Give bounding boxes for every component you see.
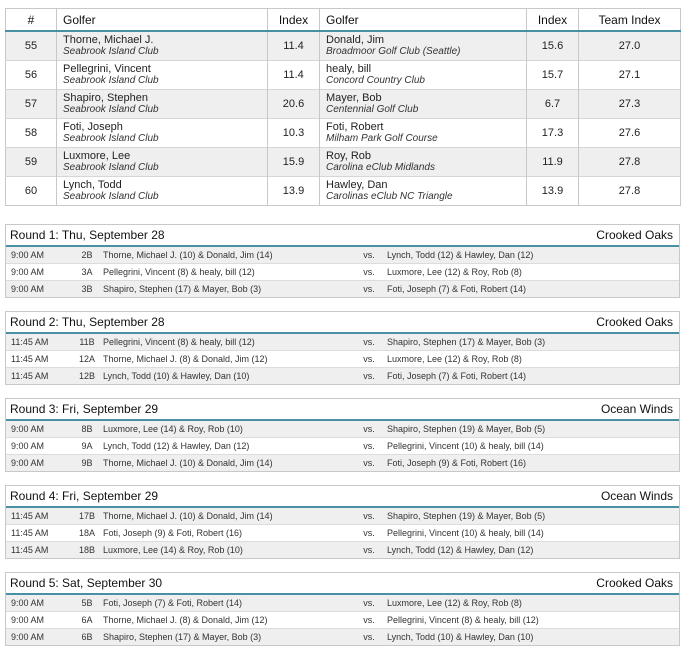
team-index: 27.1	[579, 61, 681, 90]
round-course: Crooked Oaks	[596, 315, 673, 329]
round-title: Round 2: Thu, September 28	[10, 315, 165, 329]
round-matches	[6, 334, 679, 384]
match-hole: 8B	[81, 424, 93, 434]
golfer-1-name: Pellegrini, Vincent	[63, 63, 151, 75]
match-team-b: Shapiro, Stephen (19) & Mayer, Bob (5)	[387, 511, 546, 521]
match-hole: 12A	[78, 354, 95, 364]
match-time: 9:00 AM	[11, 250, 45, 260]
team-number: 59	[6, 148, 57, 177]
match-row	[6, 454, 679, 471]
match-team-b: Lynch, Todd (12) & Hawley, Dan (12)	[387, 545, 534, 555]
golfer-1-name: Luxmore, Lee	[63, 150, 131, 162]
golfer-1-club: Seabrook Island Club	[63, 46, 159, 57]
golfer-2-name: Hawley, Dan	[326, 179, 388, 191]
match-hole: 3B	[81, 284, 93, 294]
golfer-1-index: 11.4	[268, 31, 320, 61]
team-number: 55	[6, 31, 57, 61]
golfer-1-club: Seabrook Island Club	[63, 133, 159, 144]
match-team-a: Thorne, Michael J. (8) & Donald, Jim (12)	[103, 354, 268, 364]
golfer-2-cell	[320, 177, 527, 206]
match-row	[6, 280, 679, 297]
match-team-b: Lynch, Todd (10) & Hawley, Dan (10)	[387, 632, 534, 642]
match-team-a: Thorne, Michael J. (10) & Donald, Jim (14)	[103, 250, 273, 260]
team-index: 27.0	[579, 31, 681, 61]
round-section	[5, 485, 680, 559]
match-hole: 17B	[78, 511, 95, 521]
golfer-2-name: Donald, Jim	[326, 34, 385, 46]
match-team-a: Thorne, Michael J. (10) & Donald, Jim (14)	[103, 511, 273, 521]
golfer-2-club: Milham Park Golf Course	[326, 133, 438, 144]
match-team-a: Pellegrini, Vincent (8) & healy, bill (12)	[103, 337, 255, 347]
match-team-b: Luxmore, Lee (12) & Roy, Rob (8)	[387, 598, 522, 608]
match-vs: vs.	[363, 424, 375, 434]
match-row	[6, 628, 679, 645]
match-team-b: Pellegrini, Vincent (8) & healy, bill (12)	[387, 615, 539, 625]
match-time: 11:45 AM	[11, 354, 49, 364]
match-row	[6, 350, 679, 367]
golfer-1-index: 11.4	[268, 61, 320, 90]
match-time: 11:45 AM	[11, 337, 49, 347]
golfer-1-cell	[57, 61, 268, 90]
golfer-1-cell	[57, 177, 268, 206]
match-team-b: Foti, Joseph (7) & Foti, Robert (14)	[387, 284, 527, 294]
team-index: 27.3	[579, 90, 681, 119]
round-matches	[6, 421, 679, 471]
golfer-1-cell	[57, 90, 268, 119]
match-time: 11:45 AM	[11, 511, 49, 521]
golfer-2-club: Carolina eClub Midlands	[326, 162, 435, 173]
round-title: Round 5: Sat, September 30	[10, 576, 163, 590]
golfer-1-index: 13.9	[268, 177, 320, 206]
golfer-2-index: 11.9	[527, 148, 579, 177]
match-time: 9:00 AM	[11, 424, 45, 434]
golfer-2-index: 15.7	[527, 61, 579, 90]
match-hole: 5B	[81, 598, 93, 608]
golfer-2-name: healy, bill	[326, 63, 372, 75]
golfer-1-name: Shapiro, Stephen	[63, 92, 149, 104]
match-hole: 6A	[81, 615, 93, 625]
match-time: 9:00 AM	[11, 284, 45, 294]
round-section	[5, 398, 680, 472]
match-team-a: Pellegrini, Vincent (8) & healy, bill (12)	[103, 267, 255, 277]
team-row	[6, 61, 681, 90]
golfer-1-cell	[57, 148, 268, 177]
round-course: Ocean Winds	[600, 402, 673, 416]
team-row	[6, 31, 681, 61]
match-hole: 18B	[78, 545, 95, 555]
match-team-b: Pellegrini, Vincent (10) & healy, bill (14)	[387, 528, 544, 538]
golfer-1-index: 10.3	[268, 119, 320, 148]
golfer-2-cell	[320, 90, 527, 119]
header-golfer-2: Golfer	[320, 9, 527, 32]
match-row	[6, 367, 679, 384]
match-time: 9:00 AM	[11, 267, 45, 277]
match-vs: vs.	[363, 598, 375, 608]
header-team-index: Team Index	[579, 9, 681, 32]
match-vs: vs.	[363, 354, 375, 364]
rounds-list	[5, 224, 680, 646]
team-row	[6, 90, 681, 119]
golfer-2-index: 6.7	[527, 90, 579, 119]
golfer-1-name: Thorne, Michael J.	[63, 34, 154, 46]
golfer-2-name: Foti, Robert	[326, 121, 384, 133]
match-vs: vs.	[363, 337, 375, 347]
match-team-a: Foti, Joseph (7) & Foti, Robert (14)	[103, 598, 243, 608]
round-course: Crooked Oaks	[596, 228, 673, 242]
match-hole: 18A	[78, 528, 95, 538]
match-team-a: Thorne, Michael J. (10) & Donald, Jim (14)	[103, 458, 273, 468]
team-number: 58	[6, 119, 57, 148]
match-team-a: Lynch, Todd (12) & Hawley, Dan (12)	[103, 441, 250, 451]
round-title: Round 3: Fri, September 29	[10, 402, 159, 416]
golfer-1-name: Foti, Joseph	[63, 121, 123, 133]
golfer-2-cell	[320, 31, 527, 61]
teams-table	[5, 8, 681, 206]
match-hole: 9A	[81, 441, 93, 451]
match-time: 9:00 AM	[11, 632, 45, 642]
round-matches	[6, 595, 679, 645]
golfer-2-index: 15.6	[527, 31, 579, 61]
match-time: 9:00 AM	[11, 615, 45, 625]
match-team-b: Shapiro, Stephen (17) & Mayer, Bob (3)	[387, 337, 546, 347]
golfer-1-name: Lynch, Todd	[63, 179, 122, 191]
team-index: 27.6	[579, 119, 681, 148]
golfer-2-name: Mayer, Bob	[326, 92, 382, 104]
match-team-a: Shapiro, Stephen (17) & Mayer, Bob (3)	[103, 284, 262, 294]
round-section	[5, 224, 680, 298]
match-time: 9:00 AM	[11, 458, 45, 468]
match-time: 11:45 AM	[11, 528, 49, 538]
header-number: #	[6, 9, 57, 32]
match-vs: vs.	[363, 545, 375, 555]
round-header	[6, 573, 679, 595]
match-row	[6, 437, 679, 454]
team-index: 27.8	[579, 148, 681, 177]
match-team-b: Foti, Joseph (7) & Foti, Robert (14)	[387, 371, 527, 381]
match-row	[6, 334, 679, 350]
round-title: Round 1: Thu, September 28	[10, 228, 165, 242]
match-team-b: Luxmore, Lee (12) & Roy, Rob (8)	[387, 267, 522, 277]
header-index-2: Index	[527, 9, 579, 32]
match-hole: 3A	[81, 267, 93, 277]
round-header	[6, 399, 679, 421]
team-index: 27.8	[579, 177, 681, 206]
page	[5, 8, 680, 646]
golfer-1-club: Seabrook Island Club	[63, 75, 159, 86]
match-team-b: Lynch, Todd (12) & Hawley, Dan (12)	[387, 250, 534, 260]
golfer-2-cell	[320, 61, 527, 90]
round-header	[6, 225, 679, 247]
match-row	[6, 611, 679, 628]
golfer-2-club: Carolinas eClub NC Triangle	[326, 191, 453, 202]
match-hole: 9B	[81, 458, 93, 468]
match-vs: vs.	[363, 511, 375, 521]
match-vs: vs.	[363, 267, 375, 277]
match-team-a: Thorne, Michael J. (8) & Donald, Jim (12)	[103, 615, 268, 625]
match-hole: 2B	[81, 250, 93, 260]
golfer-2-name: Roy, Rob	[326, 150, 372, 162]
golfer-2-index: 13.9	[527, 177, 579, 206]
match-hole: 11B	[79, 337, 95, 347]
match-vs: vs.	[363, 441, 375, 451]
round-header	[6, 486, 679, 508]
round-matches	[6, 247, 679, 297]
golfer-1-club: Seabrook Island Club	[63, 104, 159, 115]
match-vs: vs.	[363, 615, 375, 625]
round-title: Round 4: Fri, September 29	[10, 489, 159, 503]
round-section	[5, 572, 680, 646]
team-row	[6, 148, 681, 177]
match-team-a: Luxmore, Lee (14) & Roy, Rob (10)	[103, 545, 243, 555]
golfer-2-cell	[320, 148, 527, 177]
match-vs: vs.	[363, 458, 375, 468]
match-row	[6, 421, 679, 437]
match-team-b: Pellegrini, Vincent (10) & healy, bill (14)	[387, 441, 544, 451]
team-row	[6, 119, 681, 148]
match-row	[6, 595, 679, 611]
round-section	[5, 311, 680, 385]
match-team-b: Foti, Joseph (9) & Foti, Robert (16)	[387, 458, 527, 468]
round-header	[6, 312, 679, 334]
match-team-a: Shapiro, Stephen (17) & Mayer, Bob (3)	[103, 632, 262, 642]
header-index-1: Index	[268, 9, 320, 32]
golfer-2-club: Centennial Golf Club	[326, 104, 419, 115]
golfer-2-club: Broadmoor Golf Club (Seattle)	[326, 46, 461, 57]
match-team-a: Lynch, Todd (10) & Hawley, Dan (10)	[103, 371, 250, 381]
match-time: 9:00 AM	[11, 598, 45, 608]
team-number: 56	[6, 61, 57, 90]
golfer-1-index: 20.6	[268, 90, 320, 119]
match-time: 9:00 AM	[11, 441, 45, 451]
golfer-1-cell	[57, 31, 268, 61]
round-matches	[6, 508, 679, 558]
match-team-b: Luxmore, Lee (12) & Roy, Rob (8)	[387, 354, 522, 364]
golfer-1-cell	[57, 119, 268, 148]
golfer-2-index: 17.3	[527, 119, 579, 148]
match-row	[6, 263, 679, 280]
match-team-a: Foti, Joseph (9) & Foti, Robert (16)	[103, 528, 243, 538]
match-row	[6, 541, 679, 558]
match-vs: vs.	[363, 528, 375, 538]
team-number: 60	[6, 177, 57, 206]
match-time: 11:45 AM	[11, 545, 49, 555]
match-team-a: Luxmore, Lee (14) & Roy, Rob (10)	[103, 424, 243, 434]
match-vs: vs.	[363, 250, 375, 260]
match-hole: 6B	[81, 632, 93, 642]
team-number: 57	[6, 90, 57, 119]
match-vs: vs.	[363, 632, 375, 642]
match-row	[6, 247, 679, 263]
match-row	[6, 508, 679, 524]
golfer-1-index: 15.9	[268, 148, 320, 177]
header-golfer-1: Golfer	[57, 9, 268, 32]
golfer-2-cell	[320, 119, 527, 148]
golfer-1-club: Seabrook Island Club	[63, 191, 159, 202]
round-course: Ocean Winds	[600, 489, 673, 503]
match-hole: 12B	[78, 371, 95, 381]
team-row	[6, 177, 681, 206]
match-vs: vs.	[363, 371, 375, 381]
golfer-1-club: Seabrook Island Club	[63, 162, 159, 173]
match-time: 11:45 AM	[11, 371, 49, 381]
match-team-b: Shapiro, Stephen (19) & Mayer, Bob (5)	[387, 424, 546, 434]
match-vs: vs.	[363, 284, 375, 294]
round-course: Crooked Oaks	[596, 576, 673, 590]
golfer-2-club: Concord Country Club	[326, 75, 425, 86]
teams-header-row	[6, 9, 681, 32]
match-row	[6, 524, 679, 541]
